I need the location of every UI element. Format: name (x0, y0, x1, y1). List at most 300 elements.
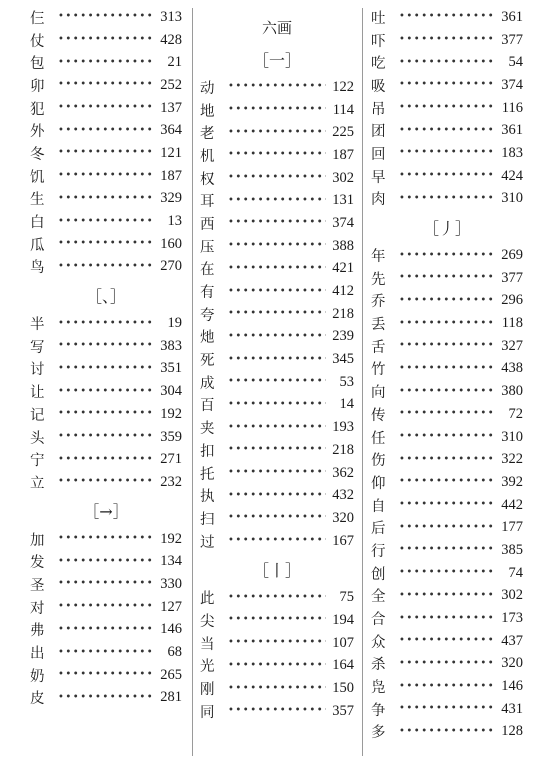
page-number: 192 (160, 405, 182, 422)
leader-dots (393, 523, 495, 533)
index-entry (30, 74, 182, 97)
entry-character: 团 (371, 124, 386, 141)
entry-character: 仨 (30, 10, 45, 27)
entry-character: 众 (371, 634, 386, 651)
leader-dots (52, 387, 154, 397)
page-number: 364 (160, 122, 182, 139)
entry-character: 伤 (371, 453, 386, 470)
entry-character: 地 (200, 103, 215, 120)
page-number: 74 (508, 564, 523, 581)
index-column-3 (371, 6, 523, 743)
page-number: 345 (332, 351, 354, 368)
entry-character: 耳 (200, 194, 215, 211)
index-entry (371, 290, 523, 313)
index-entry (200, 530, 354, 553)
page-number: 421 (332, 260, 354, 277)
page-number: 118 (501, 315, 523, 332)
leader-dots (52, 693, 154, 703)
leader-dots (52, 194, 154, 204)
leader-dots (393, 659, 495, 669)
page-number: 361 (501, 122, 523, 139)
page-number: 330 (160, 575, 182, 592)
index-entry (30, 51, 182, 74)
index-entry (200, 76, 354, 99)
page-number: 137 (160, 99, 182, 116)
leader-dots (52, 319, 154, 329)
index-entry (30, 6, 182, 29)
index-entry (371, 335, 523, 358)
page-number: 187 (160, 167, 182, 184)
entry-character: 后 (371, 521, 386, 538)
page-number: 320 (332, 509, 354, 526)
index-entry (371, 539, 523, 562)
leader-dots (393, 591, 495, 601)
leader-dots (52, 364, 154, 374)
page-number: 150 (332, 680, 354, 697)
index-entry (30, 233, 182, 256)
page-number: 265 (160, 666, 182, 683)
leader-dots (52, 648, 154, 658)
entry-character: 合 (371, 612, 386, 629)
index-entry (30, 256, 182, 279)
page-number: 167 (332, 532, 354, 549)
entry-character: 让 (30, 385, 45, 402)
entry-character: 仗 (30, 33, 45, 50)
entry-character: 扣 (200, 443, 215, 460)
index-entry (371, 244, 523, 267)
leader-dots (52, 534, 154, 544)
leader-dots (393, 251, 495, 261)
leader-dots (393, 409, 495, 419)
leader-dots (393, 296, 495, 306)
page-number: 134 (160, 553, 182, 570)
leader-dots (52, 432, 154, 442)
leader-dots (52, 670, 154, 680)
page-number: 192 (160, 530, 182, 547)
page-number: 437 (501, 632, 523, 649)
page-number: 146 (160, 621, 182, 638)
index-entry (371, 267, 523, 290)
entry-list (371, 244, 523, 743)
entry-list (371, 6, 523, 210)
index-entry (200, 416, 354, 439)
index-entry (371, 74, 523, 97)
index-entry (371, 653, 523, 676)
leader-dots (222, 593, 326, 603)
page-number: 68 (167, 644, 182, 661)
entry-character: 死 (200, 353, 215, 370)
index-entry (200, 280, 354, 303)
page-number: 193 (332, 419, 354, 436)
index-entry (200, 655, 354, 678)
page-number: 173 (501, 610, 523, 627)
leader-dots (222, 445, 326, 455)
index-entry (30, 335, 182, 358)
index-entry (371, 142, 523, 165)
index-entry (371, 471, 523, 494)
page-number: 380 (501, 383, 523, 400)
page-number: 252 (160, 76, 182, 93)
entry-character: 此 (200, 591, 215, 608)
index-entry (30, 380, 182, 403)
index-entry (200, 144, 354, 167)
index-entry (371, 188, 523, 211)
radical-heading-vertical: ［丨］ (252, 560, 301, 580)
page-number: 75 (339, 589, 354, 606)
index-entry (30, 312, 182, 335)
index-entry (30, 528, 182, 551)
page-number: 374 (332, 214, 354, 231)
leader-dots (52, 262, 154, 272)
entry-character: 仰 (371, 475, 386, 492)
entry-character: 压 (200, 239, 215, 256)
entry-list (200, 76, 354, 552)
leader-dots (52, 602, 154, 612)
index-entry (200, 212, 354, 235)
entry-character: 皮 (30, 691, 45, 708)
entry-character: 圣 (30, 577, 45, 594)
index-entry (200, 235, 354, 258)
entry-character: 写 (30, 339, 45, 356)
leader-dots (52, 557, 154, 567)
entry-character: 丢 (371, 317, 386, 334)
page-number: 116 (501, 99, 523, 116)
index-entry (30, 573, 182, 596)
entry-character: 争 (371, 702, 386, 719)
index-entry (371, 6, 523, 29)
leader-dots (393, 704, 495, 714)
leader-dots (393, 477, 495, 487)
index-entry (371, 516, 523, 539)
entry-character: 灺 (200, 330, 215, 347)
entry-character: 行 (371, 543, 386, 560)
leader-dots (52, 625, 154, 635)
leader-dots (222, 400, 326, 410)
entry-character: 西 (200, 216, 215, 233)
page-number: 383 (160, 337, 182, 354)
page-number: 53 (339, 373, 354, 390)
entry-character: 回 (371, 146, 386, 163)
index-entry (200, 609, 354, 632)
leader-dots (393, 341, 495, 351)
index-entry (200, 700, 354, 723)
leader-dots (52, 148, 154, 158)
index-entry (30, 471, 182, 494)
entry-character: 在 (200, 262, 215, 279)
index-entry (200, 632, 354, 655)
entry-character: 记 (30, 407, 45, 424)
radical-heading-slash: ［丿］ (422, 218, 471, 238)
index-entry (30, 448, 182, 471)
leader-dots (222, 706, 326, 716)
index-entry (200, 507, 354, 530)
entry-character: 光 (200, 659, 215, 676)
index-entry (371, 380, 523, 403)
page-number: 232 (160, 473, 182, 490)
entry-character: 奶 (30, 668, 45, 685)
leader-dots (393, 364, 495, 374)
leader-dots (393, 273, 495, 283)
column-divider (362, 8, 363, 756)
index-entry (30, 641, 182, 664)
leader-dots (393, 727, 495, 737)
entry-character: 半 (30, 317, 45, 334)
entry-character: 权 (200, 171, 215, 188)
page-number: 187 (332, 146, 354, 163)
page-number: 177 (501, 519, 523, 536)
radical-heading-horizontal: ［一］ (252, 50, 301, 70)
entry-character: 执 (200, 489, 215, 506)
page-number: 160 (160, 235, 182, 252)
index-entry (371, 165, 523, 188)
entry-character: 吊 (371, 101, 386, 118)
page-number: 357 (332, 702, 354, 719)
page-number: 194 (332, 611, 354, 628)
page-number: 320 (501, 655, 523, 672)
leader-dots (222, 355, 326, 365)
leader-dots (393, 455, 495, 465)
entry-character: 饥 (30, 169, 45, 186)
stroke-count-title: 六画 (261, 19, 292, 37)
page-number: 388 (332, 237, 354, 254)
radical-heading-hook: ［→］ (83, 502, 129, 522)
entry-character: 乔 (371, 294, 386, 311)
index-entry (371, 585, 523, 608)
leader-dots (52, 171, 154, 181)
entry-character: 夸 (200, 307, 215, 324)
page-number: 107 (332, 634, 354, 651)
entry-character: 年 (371, 249, 386, 266)
page-number: 431 (501, 700, 523, 717)
entry-list (30, 6, 182, 278)
page-number: 271 (160, 451, 182, 468)
entry-character: 向 (371, 385, 386, 402)
entry-character: 犯 (30, 101, 45, 118)
page-number: 432 (332, 487, 354, 504)
index-entry (30, 210, 182, 233)
page-number: 377 (501, 269, 523, 286)
page-number: 270 (160, 258, 182, 275)
entry-character: 吸 (371, 78, 386, 95)
column-divider (192, 8, 193, 756)
page-number: 146 (501, 678, 523, 695)
entry-character: 机 (200, 148, 215, 165)
page-number: 121 (160, 144, 182, 161)
entry-character: 发 (30, 555, 45, 572)
entry-character: 肉 (371, 192, 386, 209)
index-entry (371, 494, 523, 517)
leader-dots (222, 332, 326, 342)
entry-character: 冬 (30, 146, 45, 163)
entry-character: 过 (200, 534, 215, 551)
page-number: 377 (501, 31, 523, 48)
index-entry (30, 29, 182, 52)
entry-character: 任 (371, 430, 386, 447)
index-entry (371, 607, 523, 630)
entry-character: 成 (200, 375, 215, 392)
page-number: 54 (508, 54, 523, 71)
index-entry (30, 596, 182, 619)
index-column-2 (200, 6, 354, 723)
entry-character: 生 (30, 192, 45, 209)
entry-character: 托 (200, 466, 215, 483)
leader-dots (393, 194, 495, 204)
page-number: 310 (501, 428, 523, 445)
page-number: 269 (501, 247, 523, 264)
page-number: 329 (160, 190, 182, 207)
entry-character: 宁 (30, 453, 45, 470)
leader-dots (222, 218, 326, 228)
leader-dots (52, 80, 154, 90)
entry-character: 舌 (371, 339, 386, 356)
index-entry (371, 721, 523, 744)
entry-character: 扫 (200, 511, 215, 528)
index-entry (200, 371, 354, 394)
entry-character: 瓜 (30, 237, 45, 254)
entry-character: 创 (371, 566, 386, 583)
index-entry (371, 119, 523, 142)
entry-character: 刚 (200, 682, 215, 699)
index-entry (30, 550, 182, 573)
leader-dots (222, 684, 326, 694)
index-entry (200, 348, 354, 371)
entry-character: 吓 (371, 33, 386, 50)
page-number: 359 (160, 428, 182, 445)
leader-dots (222, 309, 326, 319)
entry-character: 白 (30, 215, 45, 232)
leader-dots (393, 103, 495, 113)
page-number: 281 (160, 689, 182, 706)
leader-dots (52, 341, 154, 351)
page-number: 122 (332, 78, 354, 95)
page-number: 239 (332, 328, 354, 345)
page-number: 225 (332, 124, 354, 141)
leader-dots (393, 568, 495, 578)
leader-dots (222, 423, 326, 433)
entry-character: 多 (371, 725, 386, 742)
page-number: 13 (167, 213, 182, 230)
entry-character: 自 (371, 498, 386, 515)
page-number: 21 (167, 54, 182, 71)
leader-dots (393, 636, 495, 646)
index-entry (371, 29, 523, 52)
leader-dots (222, 173, 326, 183)
page-number: 351 (160, 360, 182, 377)
entry-character: 头 (30, 430, 45, 447)
page-number: 374 (501, 76, 523, 93)
index-entry (200, 121, 354, 144)
entry-character: 百 (200, 398, 215, 415)
page-number: 361 (501, 8, 523, 25)
index-entry (200, 677, 354, 700)
leader-dots (222, 82, 326, 92)
leader-dots (52, 409, 154, 419)
entry-character: 当 (200, 636, 215, 653)
leader-dots (393, 80, 495, 90)
page-number: 442 (501, 496, 523, 513)
page-number: 218 (332, 305, 354, 322)
index-entry (200, 586, 354, 609)
leader-dots (222, 377, 326, 387)
index-entry (371, 698, 523, 721)
page-number: 302 (501, 587, 523, 604)
entry-character: 夹 (200, 421, 215, 438)
leader-dots (393, 126, 495, 136)
leader-dots (222, 491, 326, 501)
leader-dots (222, 468, 326, 478)
entry-character: 出 (30, 646, 45, 663)
leader-dots (222, 536, 326, 546)
leader-dots (52, 217, 154, 227)
page-number: 131 (332, 192, 354, 209)
page-number: 438 (501, 360, 523, 377)
index-entry (371, 562, 523, 585)
entry-character: 立 (30, 475, 45, 492)
leader-dots (222, 105, 326, 115)
index-entry (200, 484, 354, 507)
entry-character: 竹 (371, 362, 386, 379)
entry-character: 卯 (30, 78, 45, 95)
entry-character: 动 (200, 80, 215, 97)
index-entry (200, 99, 354, 122)
leader-dots (222, 264, 326, 274)
page-number: 313 (160, 8, 182, 25)
page-number: 385 (501, 541, 523, 558)
leader-dots (222, 513, 326, 523)
leader-dots (222, 128, 326, 138)
index-entry (371, 630, 523, 653)
page-number: 327 (501, 337, 523, 354)
leader-dots (52, 477, 154, 487)
page-number: 412 (332, 283, 354, 300)
entry-character: 吐 (371, 10, 386, 27)
index-entry (200, 258, 354, 281)
index-entry (371, 97, 523, 120)
leader-dots (52, 103, 154, 113)
index-entry (200, 439, 354, 462)
index-entry (30, 664, 182, 687)
page-number: 296 (501, 292, 523, 309)
index-entry (371, 426, 523, 449)
page-number: 127 (160, 598, 182, 615)
leader-dots (393, 682, 495, 692)
page-number: 164 (332, 657, 354, 674)
page-number: 218 (332, 441, 354, 458)
leader-dots (222, 615, 326, 625)
index-entry (30, 426, 182, 449)
entry-list (30, 528, 182, 710)
leader-dots (222, 638, 326, 648)
page-number: 183 (501, 144, 523, 161)
index-entry (30, 403, 182, 426)
index-entry (30, 619, 182, 642)
index-entry (30, 188, 182, 211)
leader-dots (393, 432, 495, 442)
radical-heading-dot: ［、］ (85, 286, 126, 306)
entry-character: 弗 (30, 623, 45, 640)
index-entry (200, 167, 354, 190)
index-entry (200, 189, 354, 212)
index-entry (30, 119, 182, 142)
entry-character: 鸟 (30, 260, 45, 277)
leader-dots (393, 148, 495, 158)
page-number: 392 (501, 473, 523, 490)
entry-character: 包 (30, 56, 45, 73)
entry-list (30, 312, 182, 494)
leader-dots (393, 171, 495, 181)
page-number: 114 (332, 101, 354, 118)
entry-character: 吃 (371, 56, 386, 73)
